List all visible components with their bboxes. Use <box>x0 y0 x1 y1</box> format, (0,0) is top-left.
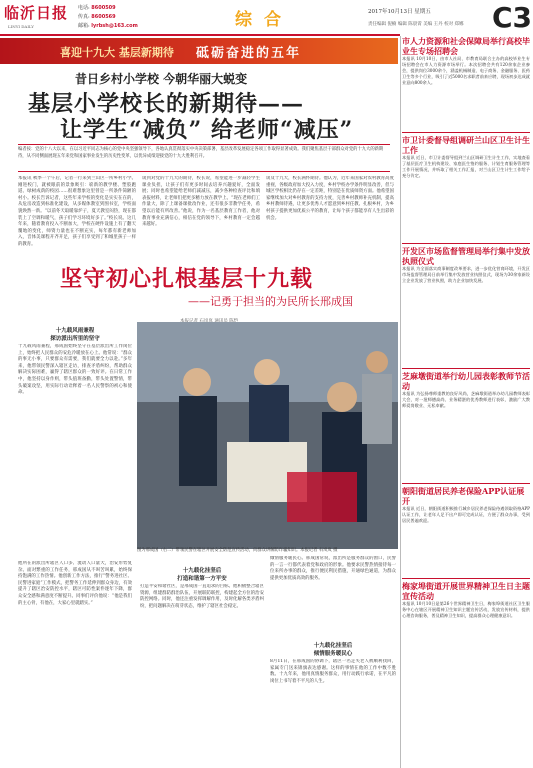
contact-info <box>78 4 138 31</box>
column-divider <box>400 36 401 768</box>
email-address: lyrbsh@163.com <box>91 23 138 29</box>
story1-column-3: 谈及十九大，校长满怀期待。他认为，近年来国家对农村教育高度重视，各级政府加大投入力度，乡村学校办学条件明显改善，但与城区学校相比仍存在一定差距，特别是在优质师资方面。他希望国家继续加大对乡村教育的支持力度，完善乡村教师补充机制，提高乡村教师待遇，让更多优秀人才愿意到乡村任教、扎根乡村，为乡村孩子提供更加优质公平的教育，让每个孩子都能享有人生出彩的机会。 <box>266 176 394 221</box>
brief-title: 开发区市场监督管理局举行集中发放执照仪式 <box>402 246 530 266</box>
brief-item <box>402 581 530 681</box>
story1-headline-line2: 让学生“减负” 给老师“减压” <box>60 117 354 143</box>
brief-item <box>402 371 530 481</box>
story1-column-1: 本报讯 秋季一个午后，记者一行来到兰山区一所乡村小学。刚进校门，就被眼前的景象吸引：崭新的教学楼、塑胶跑道、绿树成荫的校园……很难想象这里曾是一所条件简陋的村小。校长告诉记者，这些年来学校的变化是实实在在的，从危房改造到标准化建设，从多媒体教室到图书室，学校面貌焕然一新。“以前冬天取暖靠炉子，夏天教室闷热，现在都装上了空调和暖气，孩子们学习环境好多了。”校长说。这几年来，随着教育投入不断加大，学校在硬件设施上有了翻天覆地的变化，师资力量也在不断充实，每年都有新老师加入，音体美课程开齐开足，孩子们享受到了和城里孩子一样的教育。 <box>18 176 136 247</box>
brief-divider <box>402 368 530 369</box>
story2-text-1: 十九载风雨兼程，邢成国始终坚守在基层派出所工作岗位上，始终把人民群众的安危冷暖放在心上。他常说：“群众的事无小事，只要群众有需要，我们就要全力以赴。”多年来，他带领民警深入辖区走访，排查矛盾纠纷，帮助群众解决实际困难，赢得了辖区群众的一致好评。在日常工作中，他坚持以身作则，带头值班备勤，带头处置警情，带头破案攻坚，用实际行动诠释着一名人民警察的初心和使命。 <box>18 344 132 396</box>
brief-item <box>402 486 530 576</box>
photo-caption: 图为邢成国（右二）带领民警在辖区开展安全防范宣传活动，向群众讲解防诈骗知识。本报记者 石岚岚 摄 <box>137 548 338 553</box>
story2-text-3: 打造平安和谐社区，是邢成国一直追求的目标。他积极整合辖区资源，组建群防群治队伍，开展联防联控，构建起全方位的治安防控网络。同时，他还注重发挥调解作用，及时化解各类矛盾纠纷，把问题解决在萌芽状态，维护了辖区社会稳定。 <box>140 584 264 609</box>
brief-item <box>402 36 530 130</box>
story1-column-2: 谈到对党的十九大的期待，校长说，希望能进一步减轻学生课业负担，让孩子们有更多时间去培养兴趣爱好，全面发展；同时也希望能给老师们减减压，减少各种检查评比和填表报材料，让老师们把更多精力放在教学上。“现在老师们工作量大，除了上课备课批改作业，还有很多非教学任务，希望以后能有所改善。”他说，作为一名基层教育工作者，他对教育事业充满信心，相信在党的领导下，乡村教育一定会越来越好。 <box>142 176 260 228</box>
section-title: 综合 <box>235 10 293 30</box>
photo-illustration <box>137 322 398 549</box>
brief-text: 本报讯 近日，市卫计委督导组到兰山区调研卫生计生工作，实地查看了基层医疗卫生机构建设、家庭医生签约服务、计划生育服务管理等工作开展情况，并听取了相关工作汇报，对兰山区卫生计生工作给予充分肯定。 <box>402 155 530 179</box>
newspaper-logo-sub: LINYI DAILY <box>8 24 34 29</box>
banner-theme-label: 砥砺奋进的五年 <box>196 46 302 61</box>
brief-title: 市卫计委督导组调研兰山区卫生计生工作 <box>402 135 530 155</box>
brief-text: 本报讯 10月10日是第26个世界精神卫生日，梅家埠街道社区卫生服务中心在辖区开展精神卫生知识主题宣传活动，发放宣传材料，提供心理咨询服务，普及精神卫生知识，提高群众心理健康意识。 <box>402 601 530 619</box>
issue-date: 2017年10月13日 星期五 <box>368 9 431 15</box>
phone-label: 电话: <box>78 5 90 11</box>
brief-title: 朝阳街道居民养老保险APP认证展开 <box>402 486 525 506</box>
brief-text: 本报讯 为全面落实商事制度改革要求，进一步优化营商环境，开发区市场监督管理局日前举行集中发放营业执照仪式，现场为30余家新设立企业发放了营业执照，助力企业加快发展。 <box>402 266 530 284</box>
story2-subhead-3: 十九载化挂坚后 <box>182 568 222 574</box>
story2-subheadline: ——记勇于担当的为民所长邢成国 <box>188 295 353 308</box>
fax-number: 8600569 <box>91 14 116 20</box>
email-label: 邮箱: <box>78 23 90 29</box>
banner-series-label: 喜迎十九大 基层新期待 <box>60 46 174 59</box>
story2-subhead-4: 打造和谐第一方平安 <box>177 576 227 582</box>
brief-divider <box>402 132 530 133</box>
brief-title: 市人力资源和社会保障局举行高校毕业生专场招聘会 <box>402 36 530 56</box>
story2-text-5: 8月11日，在邢成国的协调下，辖区一名走失老人被顺利找回，家属专门送来锦旗表达感谢。这样的事情在他的工作中数不胜数。十九年来，他用真情服务群众，用行动践行承诺，在平凡的岗位上书写着不平凡的人生。 <box>270 659 396 684</box>
page-number: C3 <box>492 1 533 34</box>
phone-number: 8600509 <box>91 5 116 11</box>
brief-item <box>402 135 530 241</box>
story2-text-4: 倾情服务暖民心。邢成国常说，派出所是服务群众的窗口，民警的一言一行都代表着党和政府的形象。他要求民警热情接待每一位来所办事的群众，推行便民利民措施，开通绿色通道，为群众提供更加优质高效的服务。 <box>270 556 396 581</box>
news-briefs-column <box>402 36 530 681</box>
story2-subhead-5: 十九载化挂坚后 <box>313 643 353 649</box>
fax-label: 传真: <box>78 14 90 20</box>
story2-headline: 坚守初心扎根基层十九载 <box>60 266 314 292</box>
editor-credits: 责任编辑 倪楠 编辑 陈晨霄 美编 王丹 校对 郑娜 <box>368 22 464 27</box>
story1-headline-line1: 基层小学校长的新期待—— <box>28 91 305 117</box>
story1-editor-note: 编者按：党的十八大以来，在以习近平同志为核心的党中央坚强领导下，各地认真贯彻落实中央决策部署，基层改革发展稳定各项工作取得显著成效。我们聚焦基层干部群众对党的十九大的新期待，从不同侧面展现五年来党和国家事业发生的历史性变革，以优异成绩迎接党的十九大胜利召开。 <box>18 144 390 172</box>
brief-divider <box>402 483 530 484</box>
story2-text-2: 他所在的派出所辖区人口多、流动人口量大，治安形势复杂。面对繁重的工作任务，邢成国从不叫苦叫累，始终保持饱满的工作热情。他创新工作方法，推行“警务进社区、民警进家庭”工作模式，把警务工作延伸到群众身边，有效提升了辖区治安防控水平，辖区可防性案件逐年下降，群众安全感和满意度不断提升。同事们评价他说：“他是我们的主心骨，有他在，大家心里就踏实。” <box>18 561 132 606</box>
brief-title: 梅家埠街道开展世界精神卫生日主题宣传活动 <box>402 581 530 601</box>
brief-text: 本报讯 近日，朝阳街道积极推行城乡居民养老保险待遇领取资格APP认证工作，让老年人足不出户即可完成认证，方便了群众办事，受到居民普遍欢迎。 <box>402 506 530 524</box>
brief-divider <box>402 243 530 244</box>
masthead-divider <box>0 34 400 36</box>
story2-subhead-1: 十九载风雨兼程 <box>55 328 95 334</box>
brief-divider <box>402 578 530 579</box>
story2-subhead-2: 探访派出所里的坚守 <box>50 336 100 342</box>
story2-subhead-6: 倾情服务暖民心 <box>313 651 353 657</box>
masthead <box>0 0 533 34</box>
newspaper-logo: 临沂日报 <box>4 4 69 22</box>
brief-text: 本报讯 为弘扬尊师重教的良好风尚，芝麻墩街道举办幼儿园教师表彰大会，对一批师德高尚、业务精湛的优秀教师进行表彰，激励广大教师爱岗敬业、无私奉献。 <box>402 391 530 409</box>
story1-kicker: 昔日乡村小学校 今朝华丽大蜕变 <box>75 72 248 86</box>
story2-right-column <box>270 556 396 766</box>
police-photo <box>137 322 398 549</box>
brief-title: 芝麻墩街道举行幼儿园表彰教师节活动 <box>402 371 530 391</box>
story2-middle-column <box>140 566 264 766</box>
story2-left-column <box>18 326 132 766</box>
brief-item <box>402 246 530 366</box>
brief-text: 本报讯 10月10日，由市人社局、市教育局联合主办的高校毕业生专场招聘会在市人力资源市场举行。本次招聘会共有120余家企业参会，提供岗位3000余个，涵盖机械制造、电子商务、金融服务、医药卫生等多个行业，吸引了近5000名求职者前来应聘，现场初步达成就业意向800余人。 <box>402 56 530 86</box>
